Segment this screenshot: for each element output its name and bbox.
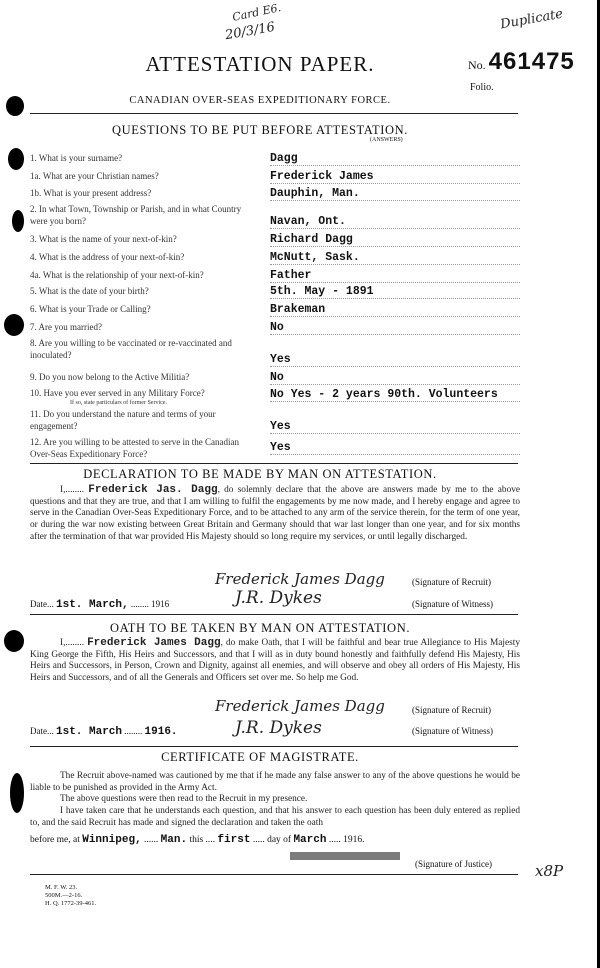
- recruit-signature: Frederick James Dagg: [215, 570, 385, 588]
- oath-witness-label: (Signature of Witness): [412, 726, 493, 736]
- declaration-text: I,........ Frederick Jas. Dagg, do solemnly declare that the above are answers made by me to the above questions and that they are true, and that I am willing to fulfil the engagements by me now made, and I hereby engage and agree to serve in the Canadian Over-Seas Expeditionary Force, and to be attached to any arm of the service therein, for the term of one year, or during the war now existing between Great Britain and Germany should that war last longer than one year, and for six months after the termination of that war provided His Majesty should so long require my services, or until legally discharged.: [30, 484, 521, 542]
- number-value: 461475: [488, 48, 575, 75]
- justice-signature-label: (Signature of Justice): [415, 859, 492, 869]
- certificate-before-me: before me, at Winnipeg, ...... Man. this .... first ..... day of March ..... 1916.: [30, 834, 365, 846]
- questions-heading: QUESTIONS TO BE PUT BEFORE ATTESTATION.: [111, 123, 409, 137]
- divider: [30, 463, 518, 464]
- certificate-p2: The above questions were then read to the Recruit in my presence.: [60, 794, 308, 804]
- punch-hole: [6, 96, 24, 116]
- force-name: CANADIAN OVER-SEAS EXPEDITIONARY FORCE.: [129, 95, 391, 106]
- question-label: 4. What is the address of your next-of-kin?: [30, 252, 185, 262]
- divider: [30, 614, 518, 615]
- answer-value: Brakeman: [270, 303, 520, 317]
- answer-value: No: [270, 371, 520, 385]
- answer-value: Richard Dagg: [270, 233, 520, 247]
- stamp-smudge: [290, 852, 400, 860]
- answer-value: Navan, Ont.: [270, 215, 520, 229]
- oath-recruit-label: (Signature of Recruit): [412, 705, 491, 715]
- question-label: 2. In what Town, Township or Parish, and in what Country were you born?: [30, 204, 242, 226]
- question-label: 6. What is your Trade or Calling?: [30, 304, 151, 314]
- certificate-p3: I have taken care that he understands each question, and that his answer to each question has been duly entered as replied to, and the said Recruit has made and signed the declaration and taken the oath: [30, 806, 520, 828]
- answer-value: Yes: [270, 353, 520, 367]
- oath-text: I,........ Frederick James Dagg, do make Oath, that I will be faithful and bear true Allegiance to His Majesty King George the Fifth, His Heirs and Successors, and that I will as in duty bound honestly and faithfully defend His Majesty, His Heirs and Successors, in Person, Crown and Dignity, against all enemies, and will observe and obey all orders of His Majesty, His Heirs and Successors, and of all the Generals and Officers set over me. So help me God.: [30, 637, 520, 684]
- divider: [30, 746, 518, 747]
- divider: [30, 113, 518, 114]
- answer-value: Frederick James: [270, 170, 520, 184]
- form-footer: M. F. W. 23. 500M.—2-16. H. Q. 1772-39-461.: [45, 884, 97, 907]
- question-label: 9. Do you now belong to the Active Militia?: [30, 372, 190, 382]
- card-date-annotation: 20/3/16: [224, 19, 277, 44]
- punch-hole: [8, 148, 24, 170]
- recruit-signature-label: (Signature of Recruit): [412, 577, 491, 587]
- witness-signature: J.R. Dykes: [235, 588, 322, 608]
- oath-witness-signature: J.R. Dykes: [235, 718, 322, 738]
- question-label: 1. What is your surname?: [30, 153, 123, 163]
- question-label: 12. Are you willing to be attested to serve in the Canadian Over-Seas Expeditionary Force?: [30, 437, 239, 459]
- oath-recruit-signature: Frederick James Dagg: [215, 697, 385, 715]
- declarant-name: Frederick Jas. Dagg: [88, 484, 218, 496]
- witness-signature-label: (Signature of Witness): [412, 599, 493, 609]
- question-label: 5. What is the date of your birth?: [30, 286, 149, 296]
- punch-hole: [4, 314, 24, 336]
- answer-value: No: [270, 321, 520, 335]
- question-label: 8. Are you willing to be vaccinated or re-vaccinated and inoculated?: [30, 338, 232, 360]
- regimental-number: [468, 48, 575, 76]
- answer-value: Yes: [270, 420, 520, 434]
- question-label: 1b. What is your present address?: [30, 188, 152, 198]
- answer-value: Father: [270, 269, 520, 283]
- answer-value: 5th. May - 1891: [270, 285, 520, 299]
- certificate-heading: CERTIFICATE OF MAGISTRATE.: [161, 750, 359, 764]
- certificate-p1: The Recruit above-named was cautioned by me that if he made any false answer to any of the above questions he would be liable to be punished as provided in the Army Act.: [30, 771, 520, 793]
- punch-hole: [4, 630, 24, 652]
- question-label: 11. Do you understand the nature and terms of your engagement?: [30, 409, 216, 431]
- oath-heading: OATH TO BE TAKEN BY MAN ON ATTESTATION.: [109, 621, 411, 635]
- folio-label: Folio.: [470, 82, 494, 93]
- answer-value: McNutt, Sask.: [270, 251, 520, 265]
- punch-hole: [10, 773, 24, 813]
- document-title: ATTESTATION PAPER.: [145, 52, 375, 76]
- answers-label: (ANSWERS): [370, 137, 403, 143]
- question-label: 10. Have you ever served in any Military Force?: [30, 388, 205, 398]
- number-label: No.: [468, 58, 486, 72]
- oath-date: Date... 1st. March ........ 1916.: [30, 726, 178, 738]
- answer-value: Yes: [270, 441, 520, 455]
- margin-annotation: x8P: [535, 862, 564, 880]
- oath-name: Frederick James Dagg: [87, 637, 221, 649]
- question-label: 4a. What is the relationship of your next-of-kin?: [30, 270, 204, 280]
- declaration-date: Date... 1st. March, ........ 1916: [30, 599, 170, 611]
- answer-value: Dagg: [270, 152, 520, 166]
- question-label: 1a. What are your Christian names?: [30, 171, 159, 181]
- declaration-heading: DECLARATION TO BE MADE BY MAN ON ATTESTATION.: [83, 467, 437, 481]
- question-note: If so, state particulars of former Service.: [70, 400, 167, 406]
- duplicate-annotation: Duplicate: [499, 6, 565, 33]
- punch-hole: [12, 210, 24, 232]
- question-label: 3. What is the name of your next-of-kin?: [30, 234, 177, 244]
- divider: [30, 874, 518, 875]
- card-annotation: Card E6.: [231, 1, 283, 24]
- question-label: 7. Are you married?: [30, 322, 102, 332]
- answer-value: Dauphin, Man.: [270, 187, 520, 201]
- answer-value: No Yes - 2 years 90th. Volunteers: [270, 388, 520, 402]
